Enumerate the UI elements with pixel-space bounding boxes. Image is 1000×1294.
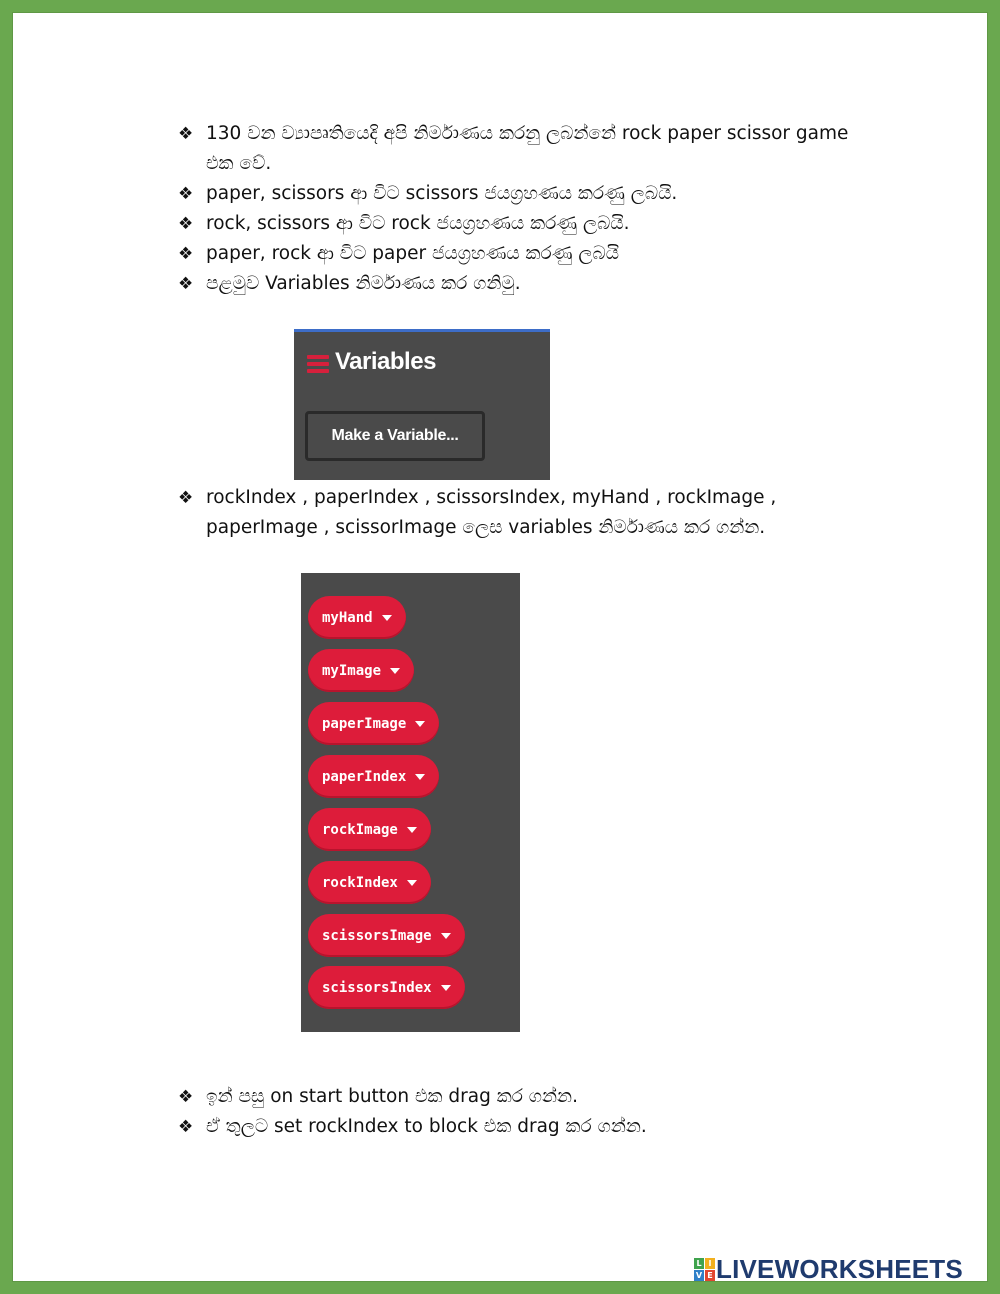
variable-block-label: rockIndex [322,874,398,891]
variable-block-scissorsimage[interactable] [308,914,465,957]
bullet-text: paper, rock ආ විට paper ජයග්‍රහණය කරණු ලබයි [206,243,620,264]
diamond-bullet-icon: ❖ [178,124,194,144]
variable-block-paperindex[interactable] [308,755,439,798]
dropdown-caret-icon[interactable] [407,827,417,833]
variable-block-label: paperIndex [322,768,407,785]
worksheet-page [12,12,988,1282]
dropdown-caret-icon[interactable] [390,668,400,674]
variables-bullet-list [178,483,878,543]
bullet-item [178,1112,878,1142]
diamond-bullet-icon: ❖ [178,244,194,264]
variable-block-myhand[interactable] [308,596,406,639]
diamond-bullet-icon: ❖ [178,274,194,294]
variables-category-panel [294,329,550,480]
dropdown-caret-icon[interactable] [441,933,451,939]
variable-block-label: myImage [322,662,382,679]
bullet-item [178,179,878,209]
variables-menu-icon [307,355,329,377]
dropdown-caret-icon[interactable] [441,985,451,991]
instructions-bullet-list [178,1082,878,1142]
variable-block-rockindex[interactable] [308,861,431,904]
dropdown-caret-icon[interactable] [382,615,392,621]
liveworksheets-logo [694,1253,963,1284]
bullet-text: rock, scissors ආ විට rock ජයග්‍රහණය කරණු ලබයි. [206,213,630,234]
diamond-bullet-icon: ❖ [178,1117,194,1137]
diamond-bullet-icon: ❖ [178,184,194,204]
dropdown-caret-icon[interactable] [407,880,417,886]
liveworksheets-logo-text: LIVEWORKSHEETS [716,1253,963,1284]
intro-bullet-list [178,119,878,299]
bullet-text: rockIndex , paperIndex , scissorsIndex, myHand , rockImage , paperImage , scissorImage ලෙස variables නිර්මාණය කර ගන්න. [206,487,777,538]
variables-title: Variables [335,348,436,375]
dropdown-caret-icon[interactable] [415,774,425,780]
bullet-text: paper, scissors ආ විට scissors ජයග්‍රහණය කරණු ලබයි. [206,183,678,204]
bullet-item [178,209,878,239]
bullet-item [178,483,878,543]
bullet-text: ඉන් පසු on start button එක drag කර ගන්න. [206,1086,578,1107]
variable-block-label: myHand [322,609,373,626]
variable-block-label: rockImage [322,821,398,838]
variable-block-paperimage[interactable] [308,702,439,745]
variable-block-label: paperImage [322,715,407,732]
bullet-text: ඒ තුලට set rockIndex to block එක drag කර ගන්න. [206,1116,647,1137]
diamond-bullet-icon: ❖ [178,1087,194,1107]
make-variable-button[interactable]: Make a Variable... [305,411,485,461]
bullet-item [178,239,878,269]
bullet-text: 130 වන ව්‍යාපෘතියෙදි අපි නිර්මාණය කරනු ලබන්නේ rock paper scissor game එක වේ. [206,123,849,174]
liveworksheets-logo-icon: L I V E [694,1258,714,1280]
variable-block-scissorsindex[interactable] [308,966,465,1009]
bullet-item [178,119,878,179]
variable-block-myimage[interactable] [308,649,414,692]
variable-block-label: scissorsIndex [322,979,432,996]
variable-block-rockimage[interactable] [308,808,431,851]
dropdown-caret-icon[interactable] [415,721,425,727]
bullet-text: පළමුව Variables නිර්මාණය කර ගනිමු. [206,273,521,294]
diamond-bullet-icon: ❖ [178,488,194,508]
variable-blocks-panel [301,573,520,1032]
bullet-item [178,1082,878,1112]
diamond-bullet-icon: ❖ [178,214,194,234]
variable-block-label: scissorsImage [322,927,432,944]
bullet-item [178,269,878,299]
